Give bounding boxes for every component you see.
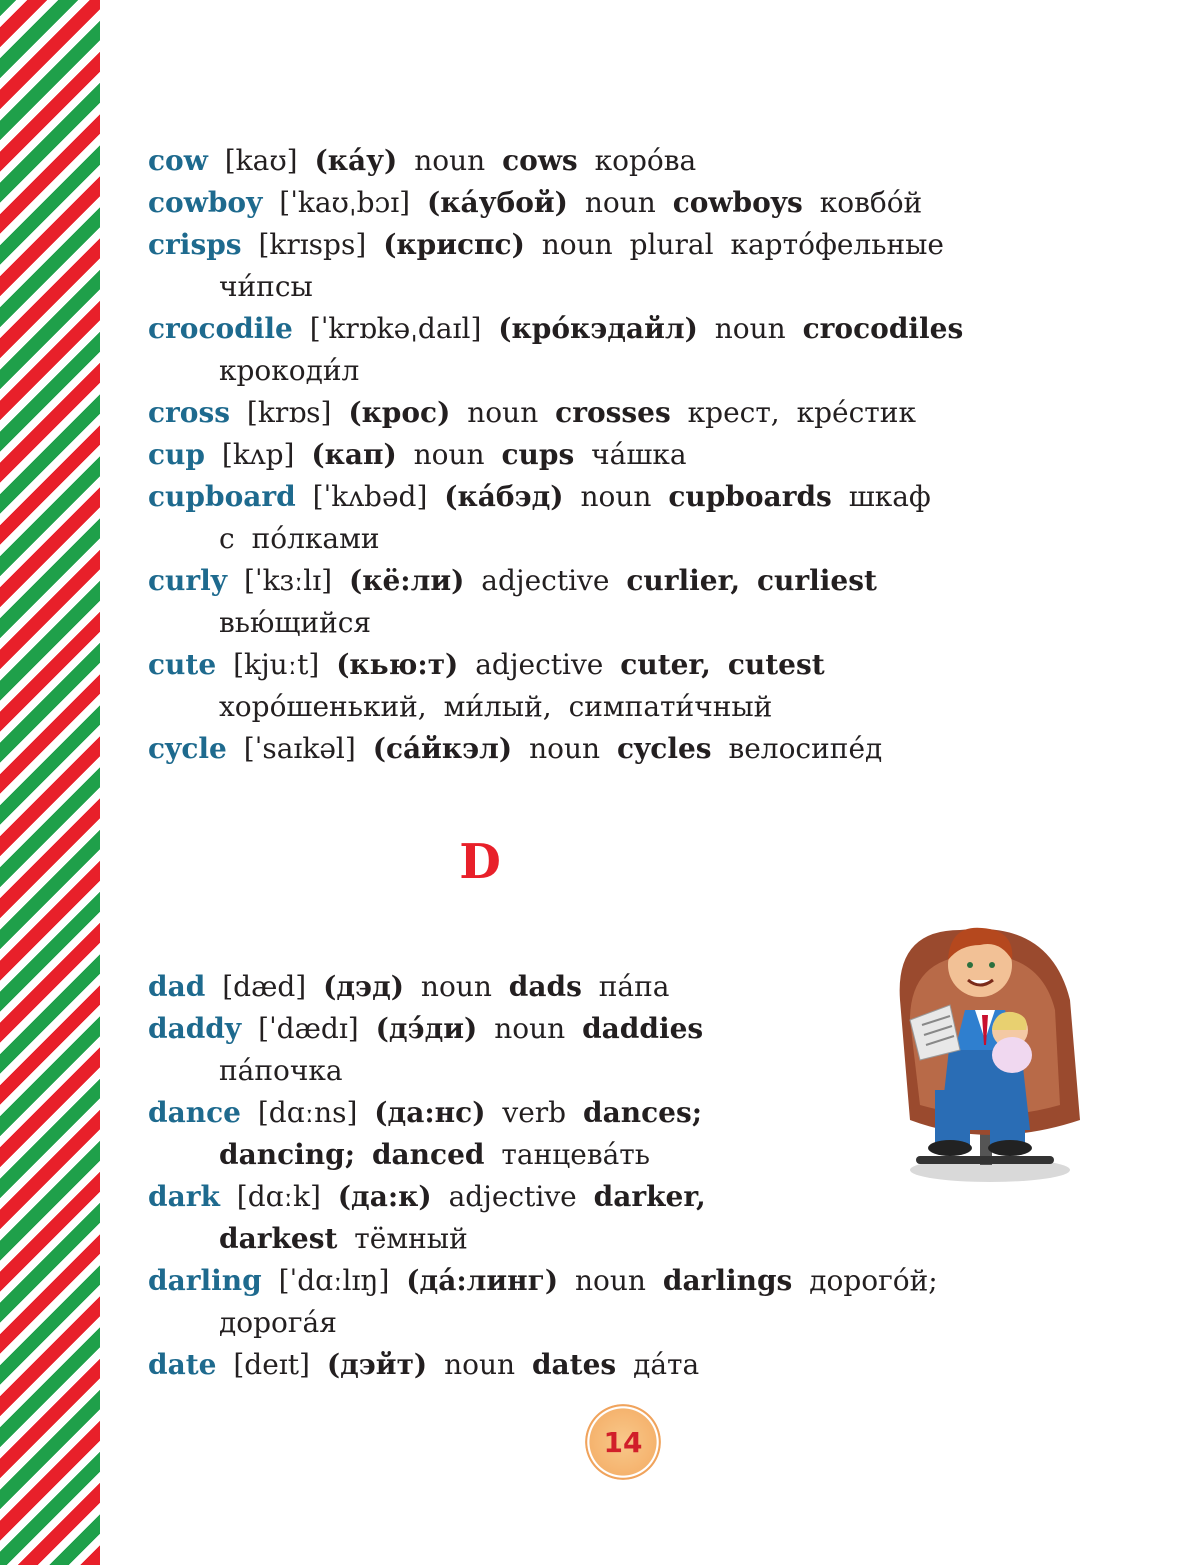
dictionary-entry (148, 644, 1028, 728)
token: хоро́шенький, (219, 690, 427, 723)
token: noun (575, 1264, 646, 1297)
dictionary-entry (148, 1344, 768, 1386)
entry-continuation-line (148, 686, 1028, 728)
bold-token: (да́:линг) (406, 1264, 559, 1297)
token: по́лками (251, 522, 380, 555)
token: [ˈdɑːlɪŋ] (278, 1264, 390, 1297)
token: [deɪt] (233, 1348, 310, 1381)
headword: dark (148, 1180, 220, 1213)
token: [ˈsaɪkəl] (243, 732, 356, 765)
entry-continuation-line (148, 1050, 768, 1092)
bold-token: (ка́у) (314, 144, 398, 177)
token: [ˈdædɪ] (258, 1012, 359, 1045)
letter-heading: D (459, 834, 501, 890)
headword: cowboy (148, 186, 263, 219)
bold-token: (да:нс) (374, 1096, 486, 1129)
token: [ˈkʌbəd] (312, 480, 428, 513)
entry-line (148, 644, 1028, 686)
entry-line (148, 728, 1028, 770)
bold-token: crosses (555, 396, 671, 429)
bold-token: (кап) (311, 438, 397, 471)
token: карто́фельные (730, 228, 944, 261)
token: ковбо́й (819, 186, 923, 219)
token: noun (584, 186, 656, 219)
dictionary-entry (148, 434, 1028, 476)
bold-token: (дэйт) (326, 1348, 428, 1381)
headword: curly (148, 564, 228, 597)
token: тёмный (354, 1222, 468, 1255)
dictionary-entry (148, 392, 1028, 434)
entry-line (148, 392, 1028, 434)
bold-token: darkest (219, 1222, 338, 1255)
headword: cupboard (148, 480, 296, 513)
token: да́та (633, 1348, 700, 1381)
headword: crocodile (148, 312, 293, 345)
token: [ˈkaʊˌbɔɪ] (279, 186, 411, 219)
token: велосипе́д (728, 732, 883, 765)
token: plural (629, 228, 714, 261)
bold-token: crocodiles (802, 312, 964, 345)
token: танцева́ть (501, 1138, 651, 1171)
token: дорога́я (219, 1306, 337, 1339)
token: крест, (687, 396, 780, 429)
token: ми́лый, (443, 690, 552, 723)
bold-token: curlier, (626, 564, 741, 597)
entry-line (148, 1092, 768, 1134)
dictionary-entries-c (148, 140, 1028, 770)
entry-line (148, 1008, 768, 1050)
dictionary-entry (148, 728, 1028, 770)
bold-token: (дэ́ди) (375, 1012, 478, 1045)
dictionary-entry (148, 476, 1028, 560)
token: noun (580, 480, 652, 513)
entry-continuation-line (148, 266, 1028, 308)
token: коро́ва (594, 144, 697, 177)
entry-continuation-line (148, 1302, 768, 1344)
entry-continuation-line (148, 602, 1028, 644)
token: noun (413, 438, 485, 471)
headword: cross (148, 396, 231, 429)
dictionary-entry (148, 560, 1028, 644)
bold-token: (са́йкэл) (372, 732, 513, 765)
dictionary-entry (148, 140, 1028, 182)
headword: cute (148, 648, 217, 681)
token: [krɒs] (246, 396, 332, 429)
token: крокоди́л (219, 354, 360, 387)
bold-token: (кё:ли) (349, 564, 465, 597)
token: па́па (598, 970, 670, 1003)
entry-continuation-line (148, 518, 1028, 560)
headword: date (148, 1348, 217, 1381)
token: [kjuːt] (233, 648, 320, 681)
token: adjective (481, 564, 610, 597)
bold-token: danced (371, 1138, 485, 1171)
headword: cycle (148, 732, 227, 765)
entry-line (148, 308, 1028, 350)
bold-token: (кью:т) (336, 648, 459, 681)
entry-continuation-line (148, 1218, 768, 1260)
headword: cow (148, 144, 208, 177)
entry-line (148, 1260, 938, 1302)
dictionary-entry (148, 308, 1028, 392)
headword: darling (148, 1264, 262, 1297)
token: ча́шка (591, 438, 687, 471)
token: adjective (448, 1180, 577, 1213)
father-with-baby-illustration (880, 890, 1090, 1190)
bold-token: (дэд) (323, 970, 405, 1003)
token: [dɑːk] (236, 1180, 321, 1213)
bold-token: (крос) (348, 396, 451, 429)
token: [kʌp] (221, 438, 295, 471)
bold-token: cowboys (672, 186, 803, 219)
token: [kaʊ] (224, 144, 298, 177)
entry-line (148, 1344, 768, 1386)
bold-token: darker, (593, 1180, 706, 1213)
dictionary-entry (148, 966, 768, 1008)
token: [ˈkrɒkəˌdaɪl] (309, 312, 482, 345)
bold-token: cycles (616, 732, 712, 765)
bold-token: cuter, (620, 648, 711, 681)
dictionary-entry (148, 1092, 768, 1176)
entry-line (148, 966, 768, 1008)
bold-token: dads (508, 970, 582, 1003)
headword: daddy (148, 1012, 242, 1045)
token: noun (714, 312, 786, 345)
token: кре́стик (796, 396, 916, 429)
token: па́почка (219, 1054, 343, 1087)
headword: dance (148, 1096, 241, 1129)
bold-token: daddies (582, 1012, 704, 1045)
token: дорого́й; (809, 1264, 938, 1297)
dictionary-entry (148, 1260, 938, 1344)
entry-line (148, 182, 1028, 224)
bold-token: cutest (727, 648, 825, 681)
token: adjective (475, 648, 604, 681)
bold-token: (криспс) (383, 228, 525, 261)
entry-line (148, 224, 1028, 266)
bold-token: (кро́кэдайл) (498, 312, 698, 345)
token: [ˈkɜːlɪ] (243, 564, 333, 597)
entry-line (148, 140, 1028, 182)
token: [dɑːns] (257, 1096, 358, 1129)
token: вью́щийся (219, 606, 372, 639)
headword: dad (148, 970, 206, 1003)
entry-continuation-line (148, 1134, 768, 1176)
dictionary-entry (148, 1008, 768, 1092)
entry-line (148, 476, 1028, 518)
decorative-stripe-border (0, 0, 100, 1565)
token: noun (541, 228, 613, 261)
headword: cup (148, 438, 205, 471)
token: noun (467, 396, 539, 429)
page-number: 14 (585, 1404, 661, 1480)
bold-token: (да:к) (337, 1180, 432, 1213)
token: noun (529, 732, 601, 765)
bold-token: dancing; (219, 1138, 356, 1171)
headword: crisps (148, 228, 242, 261)
token: шкаф (848, 480, 931, 513)
dictionary-entry (148, 1176, 768, 1260)
bold-token: dates (531, 1348, 617, 1381)
dictionary-entries-d (148, 966, 938, 1386)
entry-continuation-line (148, 350, 1028, 392)
bold-token: curliest (756, 564, 877, 597)
bold-token: (ка́убой) (427, 186, 568, 219)
token: [dæd] (222, 970, 307, 1003)
token: симпати́чный (568, 690, 773, 723)
token: noun (420, 970, 492, 1003)
entry-line (148, 434, 1028, 476)
token: verb (502, 1096, 567, 1129)
bold-token: (ка́бэд) (444, 480, 564, 513)
bold-token: cows (502, 144, 578, 177)
token: noun (494, 1012, 566, 1045)
bold-token: dances; (583, 1096, 703, 1129)
bold-token: darlings (662, 1264, 793, 1297)
token: noun (414, 144, 486, 177)
dictionary-entry (148, 182, 1028, 224)
token: noun (444, 1348, 516, 1381)
bold-token: cupboards (668, 480, 832, 513)
entry-line (148, 1176, 768, 1218)
bold-token: cups (501, 438, 575, 471)
entry-line (148, 560, 1028, 602)
token: чи́псы (219, 270, 313, 303)
dictionary-entry (148, 224, 1028, 308)
token: с (219, 522, 235, 555)
token: [krɪsps] (258, 228, 367, 261)
